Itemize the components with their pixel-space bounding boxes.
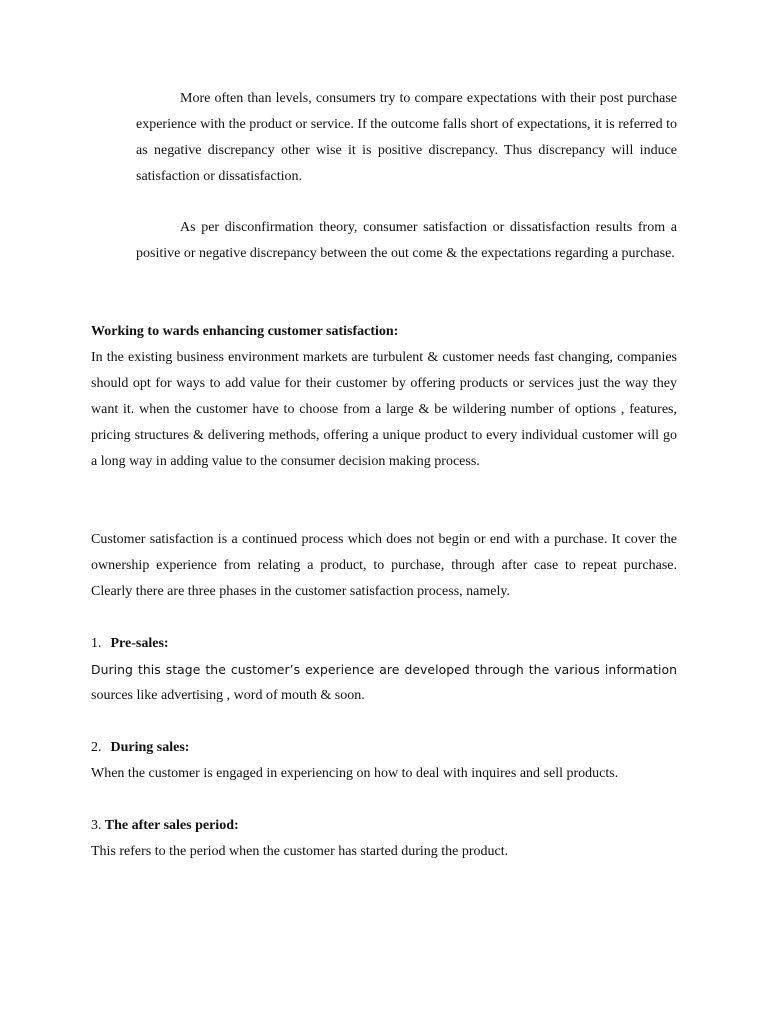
phase-3-heading xyxy=(91,813,239,839)
paragraph-business-environment: In the existing business environment markets are turbulent & customer needs fast changing, companies should opt for ways to add value for their customer by offering products or services just the way they want it. when the customer have to choose from a large & be wildering number of options , features, pricing structures & delivering methods, offering a unique product to every individual customer will go a long way in adding value to the consumer decision making process. xyxy=(91,350,677,469)
phase-1-description-line-2: sources like advertising , word of mouth & soon. xyxy=(91,688,365,703)
paragraph-disconfirmation-theory: As per disconfirmation theory, consumer satisfaction or dissatisfaction results from a positive or negative discrepancy between the out come & the expectations regarding a purchase. xyxy=(136,220,677,261)
phase-2-title: During sales: xyxy=(110,740,190,755)
phase-3-title: The after sales period: xyxy=(104,818,239,833)
phase-2-description: When the customer is engaged in experiencing on how to deal with inquires and sell products. xyxy=(91,766,619,781)
phase-2-heading xyxy=(91,735,189,761)
phase-3-number: 3. xyxy=(91,818,102,833)
paragraph-discrepancy: More often than levels, consumers try to compare expectations with their post purchase experience with the product or service. If the outcome falls short of expectations, it is referred to as negative discrepancy other wise it is positive discrepancy. Thus discrepancy will induce satisfaction or dissatisfaction. xyxy=(136,91,677,184)
phase-1-title: Pre-sales: xyxy=(110,636,169,651)
phase-1-heading xyxy=(91,631,169,657)
section-heading: Working to wards enhancing customer satisfaction: xyxy=(91,324,399,339)
paragraph-continued-process: Customer satisfaction is a continued process which does not begin or end with a purchase. It cover the ownership experience from relating a product, to purchase, through after case to repeat purchase. Clearly there are three phases in the customer satisfaction process, namely. xyxy=(91,532,677,599)
phase-1-description-line-1: During this stage the customer’s experience are developed through the various information xyxy=(91,662,677,677)
phase-3-description: This refers to the period when the customer has started during the product. xyxy=(91,844,509,859)
phase-2-number: 2. xyxy=(91,740,102,755)
phase-1-number: 1. xyxy=(91,636,102,651)
